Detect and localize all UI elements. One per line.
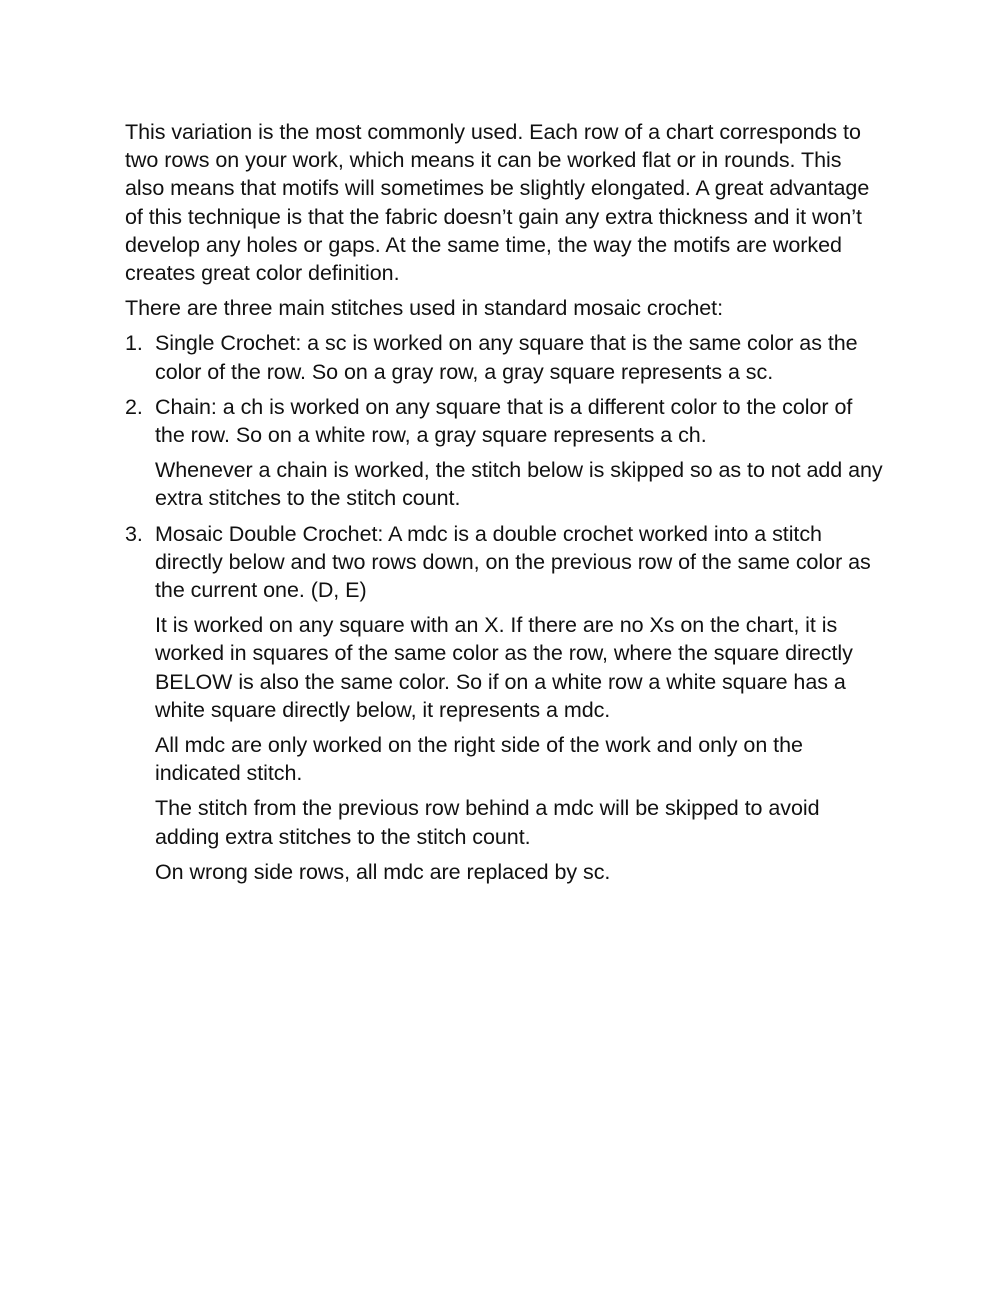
list-item-paragraph: Whenever a chain is worked, the stitch below is skipped so as to not add any extra stitches to the stitch count. — [155, 458, 883, 511]
stitch-list-lead: There are three main stitches used in standard mosaic crochet: — [125, 296, 723, 321]
list-number: 3. — [125, 521, 143, 546]
list-item-paragraph: On wrong side rows, all mdc are replaced by sc. — [155, 859, 611, 884]
list-item-paragraph: It is worked on any square with an X. If there are no Xs on the chart, it is worked in squares of the same color as the row, where the square directly BELOW is also the same color. So if on a white row a white square has a white square directly below, it represents a mdc. — [155, 613, 853, 722]
list-item-mosaic-double-crochet — [125, 520, 885, 886]
list-item-single-crochet — [125, 329, 885, 385]
stitch-list — [125, 329, 885, 886]
list-item-paragraph: Single Crochet: a sc is worked on any square that is the same color as the color of the row. So on a gray row, a gray square represents a sc. — [155, 331, 858, 384]
intro-paragraph: This variation is the most commonly used. Each row of a chart corresponds to two rows on your work, which means it can be worked flat or in rounds. This also means that motifs will sometimes be slightly elongated. A great advantage of this technique is that the fabric doesn’t gain any extra thickness and it won’t develop any holes or gaps. At the same time, the way the motifs are worked creates great color definition. — [125, 120, 870, 286]
list-number: 1. — [125, 331, 143, 356]
document-page — [125, 118, 885, 893]
list-number: 2. — [125, 394, 143, 419]
list-item-paragraph: Chain: a ch is worked on any square that is a different color to the color of the row. So on a white row, a gray square represents a ch. — [155, 394, 853, 448]
list-item-paragraph: The stitch from the previous row behind a mdc will be skipped to avoid adding extra stitches to the stitch count. — [155, 796, 820, 849]
list-item-paragraph: All mdc are only worked on the right side of the work and only on the indicated stitch. — [155, 733, 803, 786]
list-item-chain — [125, 393, 885, 513]
list-item-paragraph: Mosaic Double Crochet: A mdc is a double crochet worked into a stitch directly below and two rows down, on the previous row of the same color as the current one. (D, E) — [155, 521, 871, 603]
